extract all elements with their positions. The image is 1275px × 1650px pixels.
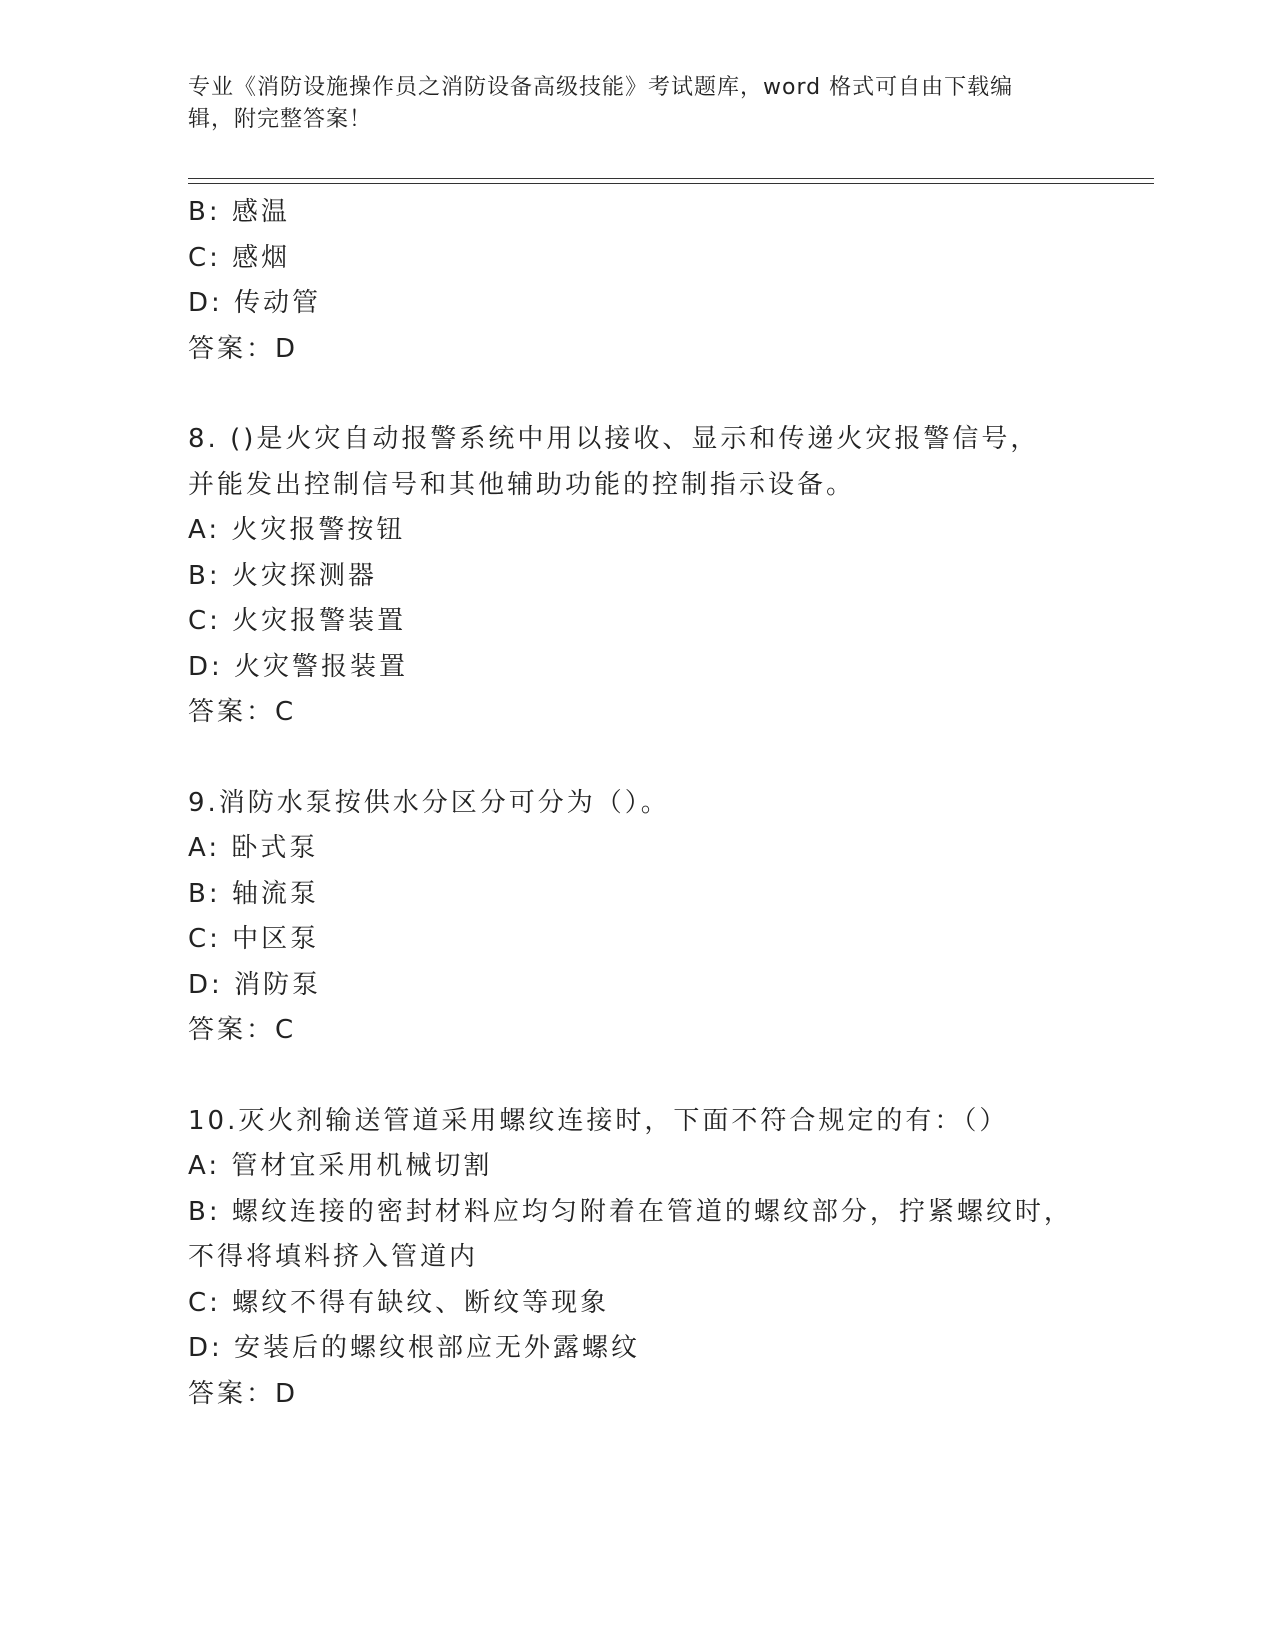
header-divider-top [188, 178, 1154, 179]
question-block [188, 1099, 1088, 1418]
option-b: B: 螺纹连接的密封材料应均匀附着在管道的螺纹部分，拧紧螺纹时， [188, 1196, 1073, 1227]
option-b: B: 火灾探测器 [188, 560, 377, 591]
option-a: A: 管材宜采用机械切割 [188, 1151, 493, 1181]
option-c: C: 螺纹不得有缺纹、断纹等现象 [188, 1287, 610, 1318]
answer-line: 答案：C [188, 697, 297, 727]
question-block [188, 417, 1088, 736]
answer-line: 答案：C [188, 1015, 297, 1045]
option-c: C: 感烟 [188, 242, 291, 273]
answer-line: 答案：D [188, 333, 299, 364]
option-c: C: 中区泵 [188, 924, 320, 954]
question-text: 8. ()是火灾自动报警系统中用以接收、显示和传递火灾报警信号， [188, 424, 1040, 454]
option-d: D: 火灾警报装置 [188, 651, 409, 682]
question-list [188, 190, 1088, 1417]
question-text: 10.灭火剂输送管道采用螺纹连接时，下面不符合规定的有：（） [188, 1105, 1009, 1136]
header-divider-bottom [188, 183, 1154, 184]
option-b-continued: 不得将填料挤入管道内 [188, 1242, 479, 1272]
answer-line: 答案：D [188, 1378, 299, 1409]
option-d: D: 传动管 [188, 288, 322, 318]
option-a: A: 卧式泵 [188, 833, 319, 863]
question-block [188, 190, 1088, 372]
option-c: C: 火灾报警装置 [188, 606, 407, 636]
question-text: 并能发出控制信号和其他辅助功能的控制指示设备。 [188, 469, 856, 500]
header-line-1: 专业《消防设施操作员之消防设备高级技能》考试题库，word 格式可自由下载编 [188, 75, 1014, 100]
header-line-2: 辑，附完整答案！ [188, 107, 373, 132]
question-text: 9.消防水泵按供水分区分可分为（）。 [188, 787, 670, 818]
option-d: D: 安装后的螺纹根部应无外露螺纹 [188, 1333, 641, 1363]
document-header [188, 72, 1068, 136]
option-b: B: 感温 [188, 197, 290, 227]
option-a: A: 火灾报警按钮 [188, 515, 406, 545]
question-block [188, 781, 1088, 1054]
option-b: B: 轴流泵 [188, 878, 319, 909]
option-d: D: 消防泵 [188, 969, 322, 1000]
